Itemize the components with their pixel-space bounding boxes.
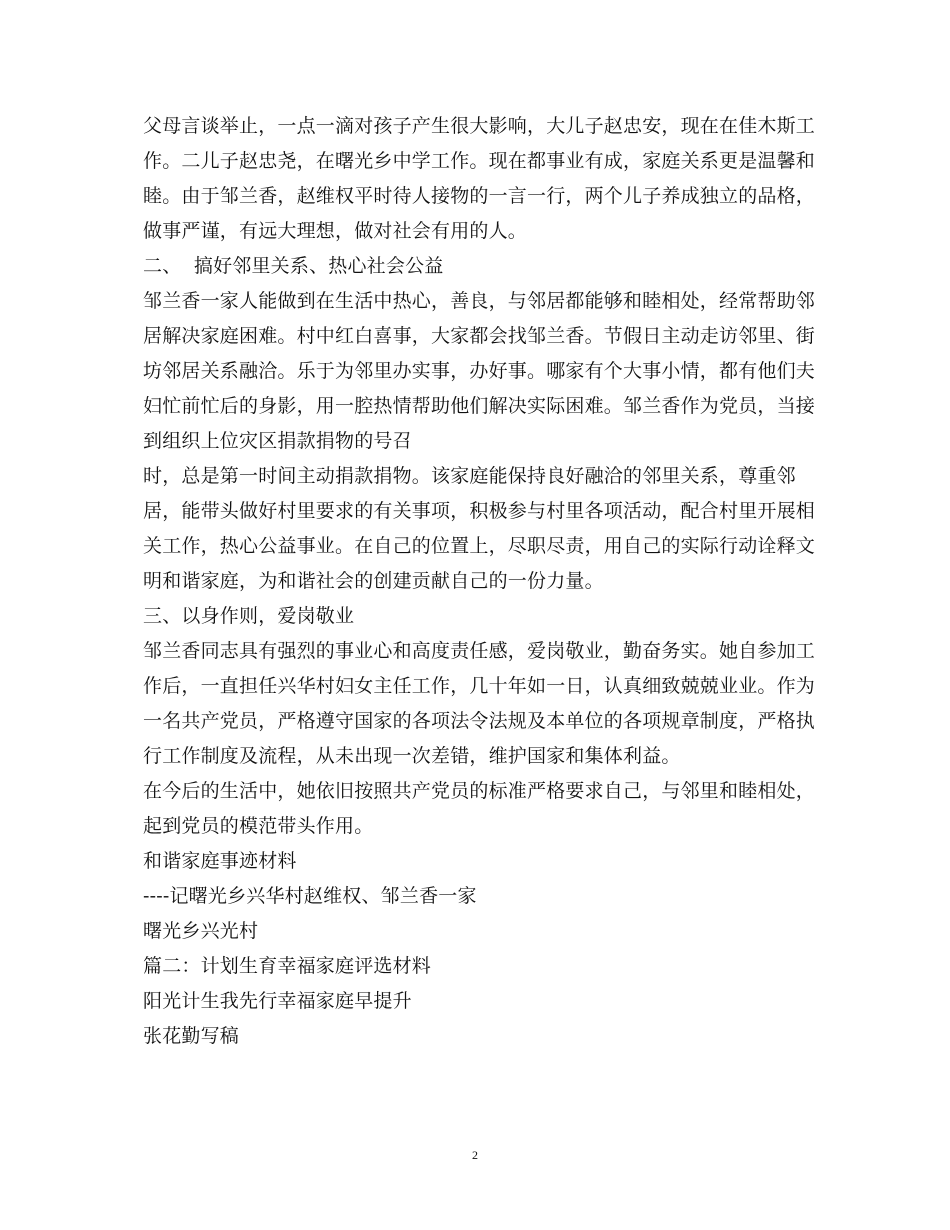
text-line: 邹兰香一家人能做到在生活中热心，善良，与邻居都能够和睦相处，经常帮助邻 (143, 290, 816, 312)
text-line: 在今后的生活中，她依旧按照共产党员的标准严格要求自己，与邻里和睦相处， (143, 780, 816, 802)
document-subtitle: ----记曙光乡兴华村赵维权、邹兰香一家 (143, 885, 477, 907)
text-line: 睦。由于邹兰香，赵维权平时待人接物的一言一行，两个儿子养成独立的品格， (143, 185, 816, 207)
text-line: 到组织上位灾区捐款捐物的号召 (143, 430, 412, 452)
text-line: 关工作，热心公益事业。在自己的位置上，尽职尽责，用自己的实际行动诠释文 (143, 535, 816, 557)
article-title: 阳光计生我先行幸福家庭早提升 (143, 990, 412, 1012)
section-heading: 二、 搞好邻里关系、热心社会公益 (143, 255, 444, 277)
text-line: 行工作制度及流程，从未出现一次差错，维护国家和集体利益。 (143, 745, 681, 767)
author-line: 张花勤写稿 (143, 1025, 240, 1047)
section-heading: 三、以身作则，爱岗敬业 (143, 605, 355, 627)
text-line: 一名共产党员，严格遵守国家的各项法令法规及本单位的各项规章制度，严格执 (143, 710, 816, 732)
text-line: 居解决家庭困难。村中红白喜事，大家都会找邹兰香。节假日主动走访邻里、街 (143, 325, 816, 347)
author-unit: 曙光乡兴光村 (143, 920, 259, 942)
text-line: 妇忙前忙后的身影，用一腔热情帮助他们解决实际困难。邹兰香作为党员，当接 (143, 395, 816, 417)
text-line: 居，能带头做好村里要求的有关事项，积极参与村里各项活动，配合村里开展相 (143, 500, 816, 522)
text-line: 时，总是第一时间主动捐款捐物。该家庭能保持良好融洽的邻里关系，尊重邻 (143, 465, 796, 487)
text-line: 邹兰香同志具有强烈的事业心和高度责任感，爱岗敬业，勤奋务实。她自参加工 (143, 640, 816, 662)
document-title: 和谐家庭事迹材料 (143, 850, 297, 872)
text-line: 明和谐家庭，为和谐社会的创建贡献自己的一份力量。 (143, 570, 604, 592)
page-number: 2 (472, 1148, 478, 1162)
text-line: 坊邻居关系融洽。乐于为邻里办实事，办好事。哪家有个大事小情，都有他们夫 (143, 360, 816, 382)
document-body (143, 109, 816, 1054)
text-line: 做事严谨，有远大理想，做对社会有用的人。 (143, 220, 528, 242)
text-line: 作后，一直担任兴华村妇女主任工作，几十年如一日，认真细致兢兢业业。作为 (143, 675, 816, 697)
text-line: 父母言谈举止，一点一滴对孩子产生很大影响，大儿子赵忠安，现在在佳木斯工 (143, 115, 816, 137)
text-line: 起到党员的模范带头作用。 (143, 815, 374, 837)
text-line: 作。二儿子赵忠尧，在曙光乡中学工作。现在都事业有成，家庭关系更是温馨和 (143, 150, 816, 172)
chapter-heading: 篇二：计划生育幸福家庭评选材料 (143, 955, 432, 977)
